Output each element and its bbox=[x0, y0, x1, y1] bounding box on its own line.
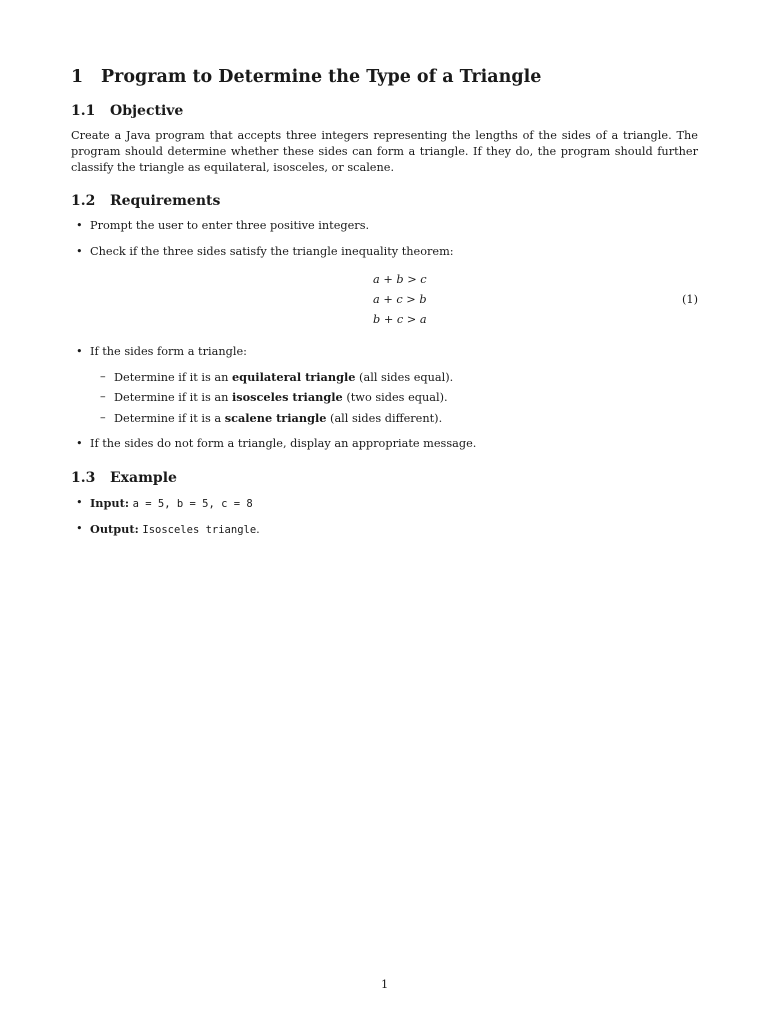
list-item: • Prompt the user to enter three positive integers. bbox=[76, 219, 370, 232]
output-value: Isosceles triangle bbox=[142, 524, 257, 536]
objective-number: 1.1 bbox=[71, 103, 96, 119]
list-item bbox=[76, 496, 253, 510]
list-item: • Check if the three sides satisfy the triangle inequality theorem: bbox=[76, 245, 454, 258]
list-item: • If the sides form a triangle: bbox=[76, 345, 247, 358]
dash-icon: – bbox=[100, 390, 106, 403]
bullet-icon: • bbox=[76, 522, 83, 535]
objective-paragraph: Create a Java program that accepts three integers representing the lengths of the sides of a triangle. The program should determine whether these sides can form a triangle. If they do, the program should further classify the triangle as equilateral, isosceles, or scalene. bbox=[71, 129, 698, 174]
sub-list-item: – Determine if it is an equilateral triangle (all sides equal). bbox=[100, 370, 454, 384]
list-item: • If the sides do not form a triangle, display an appropriate message. bbox=[76, 437, 477, 450]
input-label: Input: bbox=[90, 496, 129, 510]
sub-list-item: – Determine if it is a scalene triangle (all sides different). bbox=[100, 411, 443, 425]
objective-title: Objective bbox=[110, 103, 184, 119]
section-heading bbox=[71, 67, 541, 87]
dash-icon: – bbox=[100, 370, 106, 383]
equation-line: a + c > b bbox=[373, 293, 427, 306]
section-title: Program to Determine the Type of a Triangle bbox=[101, 67, 542, 87]
document-page bbox=[71, 0, 698, 1024]
bullet-icon: • bbox=[76, 245, 83, 258]
section-number: 1 bbox=[71, 67, 84, 87]
bullet-icon: • bbox=[76, 219, 83, 232]
bullet-icon: • bbox=[76, 345, 83, 358]
requirements-heading bbox=[71, 193, 220, 209]
dash-icon: – bbox=[100, 411, 106, 424]
requirements-number: 1.2 bbox=[71, 193, 96, 209]
example-number: 1.3 bbox=[71, 470, 96, 486]
bullet-icon: • bbox=[76, 496, 83, 509]
equation-line: b + c > a bbox=[373, 313, 427, 326]
example-title: Example bbox=[110, 470, 177, 486]
example-heading bbox=[71, 470, 177, 486]
output-label: Output: bbox=[90, 522, 139, 536]
page-number: 1 bbox=[381, 978, 389, 991]
sub-list-item: – Determine if it is an isosceles triangle (two sides equal). bbox=[100, 390, 448, 404]
list-item: • Output: Isosceles triangle. bbox=[76, 522, 260, 536]
equation-number: (1) bbox=[681, 293, 698, 306]
bullet-icon: • bbox=[76, 437, 83, 450]
equation-line: a + b > c bbox=[373, 273, 427, 286]
requirements-title: Requirements bbox=[110, 193, 221, 209]
input-value: a = 5, b = 5, c = 8 bbox=[132, 498, 253, 510]
objective-heading bbox=[71, 103, 183, 119]
